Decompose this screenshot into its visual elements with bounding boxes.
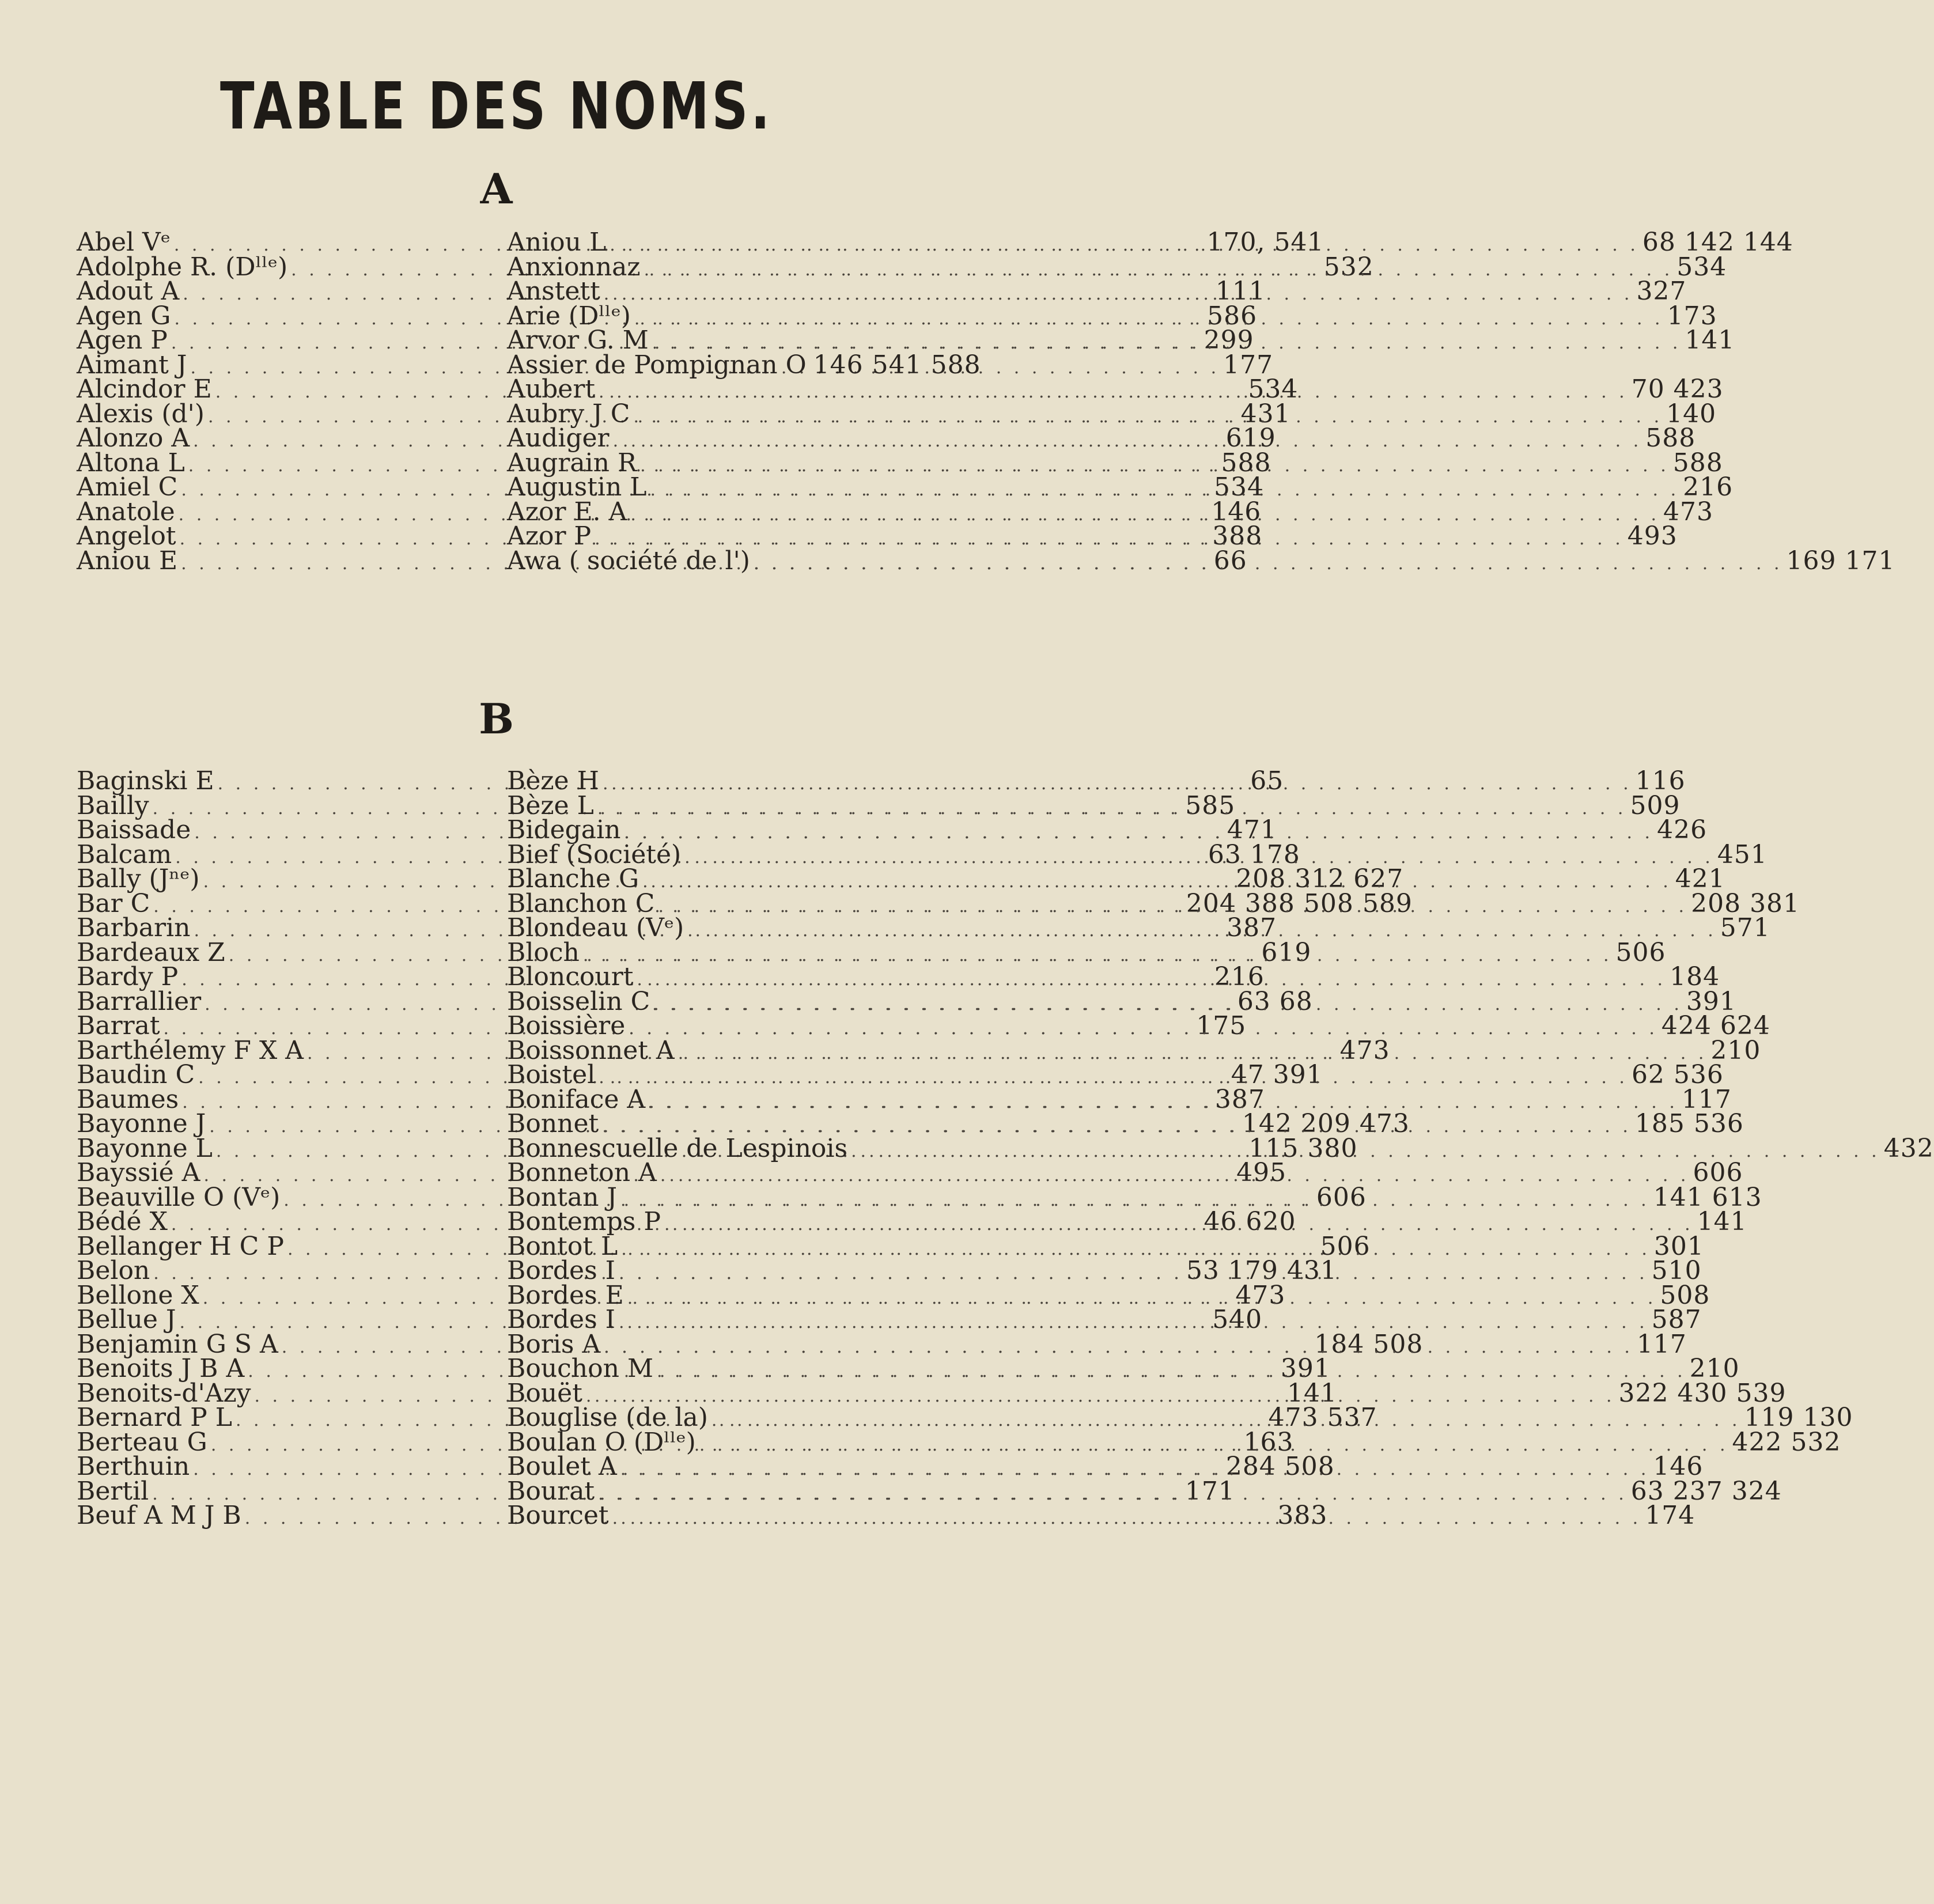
page-title: TABLE DES NOMS. [220, 69, 773, 144]
dot-leader [644, 258, 1674, 283]
dot-leader [699, 1433, 1729, 1458]
dot-leader [619, 1311, 1648, 1335]
entry-pages: 184 [1670, 962, 1720, 991]
entry-name: Bédé X [77, 1207, 168, 1236]
entry-name: Belon [77, 1256, 150, 1285]
dot-leader [619, 1262, 1648, 1286]
entry-pages: 66 [1213, 546, 1247, 576]
entry-name: Barrallier [77, 986, 202, 1016]
dot-leader [599, 1066, 1628, 1091]
entry-name: Boulan O (Dˡˡᵉ) [507, 1427, 696, 1457]
entry-pages: 588 [1221, 448, 1271, 478]
dot-leader [684, 846, 1714, 870]
entry-pages: 322 430 539 [1618, 1378, 1787, 1408]
entry-pages: 606 [1316, 1182, 1367, 1212]
entry-pages: 115 380 [1248, 1133, 1358, 1163]
entry-pages: 163 [1243, 1427, 1294, 1457]
entry-pages: 208 312 627 [1236, 864, 1404, 894]
entry-name: Altona L [77, 448, 185, 478]
entry-name: Bourat [507, 1476, 595, 1506]
dot-leader [598, 1482, 1628, 1507]
entry-pages: 63 68 [1237, 986, 1313, 1016]
entry-name: Anatole [77, 497, 175, 527]
dot-leader [586, 1384, 1615, 1409]
dot-leader [610, 233, 1639, 258]
entry-pages: 432 [1883, 1133, 1934, 1163]
entry-name: Bontemps P [507, 1207, 661, 1236]
entry-pages: 53 179 431 [1186, 1256, 1337, 1285]
entry-pages: 46 620 [1203, 1207, 1296, 1236]
entry-name: Bellone X [77, 1280, 199, 1310]
entry-pages: 508 [1660, 1280, 1710, 1310]
entry-pages: 216 [1683, 472, 1734, 502]
entry-pages: 391 [1686, 986, 1736, 1016]
dot-leader [599, 380, 1628, 405]
dot-leader [642, 870, 1672, 895]
entry-name: Boris A [507, 1329, 601, 1359]
entry-name: Blondeau (Vᵉ) [507, 913, 684, 942]
entry-name: Bidegain [507, 815, 621, 845]
dot-leader [650, 478, 1680, 503]
entry-pages: 571 [1720, 913, 1770, 942]
entry-name: Alonzo A [77, 423, 190, 453]
entry-name: Bar C [77, 888, 150, 918]
dot-leader [604, 1329, 1633, 1360]
entry-name: Bouchon M [507, 1354, 654, 1383]
dot-leader [637, 968, 1666, 993]
entry-pages: 391 [1280, 1354, 1331, 1383]
dot-leader [613, 429, 1642, 454]
entry-pages: 301 [1653, 1231, 1704, 1261]
entry-name: Berthuin [77, 1452, 190, 1481]
entry-pages: 506 [1320, 1231, 1371, 1261]
entry-pages: 619 [1225, 423, 1276, 453]
dot-leader [711, 1409, 1741, 1433]
entry-name: Bordes E [507, 1280, 624, 1310]
entry-pages: 173 [1667, 301, 1717, 331]
entry-name: Bonneton A [507, 1158, 657, 1187]
entry-name: Bonnescuelle de Lespinois [507, 1133, 848, 1163]
entry-pages: 62 536 [1631, 1060, 1724, 1089]
entry-name: Agen P [77, 325, 168, 355]
entry-pages: 534 [1248, 374, 1299, 404]
entry-pages: 208 381 [1691, 888, 1800, 918]
entry-pages: 141 613 [1653, 1182, 1762, 1212]
entry-name: Anxionnaz [507, 252, 641, 282]
entry-name: Beauville O (Vᵉ) [77, 1182, 281, 1212]
entry-name: Bontan J [507, 1182, 618, 1212]
entry-name: Alexis (d') [77, 399, 205, 429]
entry-pages: 47 391 [1231, 1060, 1323, 1089]
entry-name: Aubry J C [507, 399, 630, 429]
entry-name: Baudin C [77, 1060, 195, 1089]
entry-name: Barthélemy F X A [77, 1035, 304, 1065]
entry-pages: 65 [1250, 766, 1284, 796]
entry-name: Boisselin C [507, 986, 650, 1016]
entry-pages: 171 [1184, 1476, 1235, 1506]
entry-name: Abel Vᵉ [77, 228, 171, 257]
entry-name: Adolphe R. (Dˡˡᵉ) [77, 252, 288, 282]
entry-pages: 509 [1630, 790, 1681, 820]
entry-pages: 146 [1653, 1452, 1704, 1481]
entry-name: Adout A [77, 277, 180, 306]
entry-name: Bardy P [77, 962, 179, 991]
dot-leader [633, 405, 1663, 430]
entry-pages: 421 [1675, 864, 1725, 894]
dot-leader [629, 1017, 1658, 1042]
entry-pages: 216 [1214, 962, 1265, 991]
entry-name: Bordes I [507, 1305, 616, 1334]
entry-name: Barbarin [77, 913, 191, 942]
entry-pages: 585 [1185, 790, 1236, 820]
entry-name: Benjamin G S A [77, 1329, 278, 1359]
entry-name: Aimant J [77, 350, 187, 380]
entry-pages: 142 209 473 [1242, 1109, 1410, 1138]
entry-pages: 204 388 508 589 [1186, 888, 1413, 918]
entry-name: Berteau G [77, 1427, 207, 1457]
entry-name: Bellue J [77, 1305, 176, 1334]
index-entry [507, 350, 981, 380]
entry-name: Benoits J B A [77, 1354, 245, 1383]
entry-name: Bertil [77, 1476, 149, 1506]
dot-leader [664, 1213, 1694, 1237]
entry-pages: 506 [1615, 937, 1666, 967]
dot-leader [687, 919, 1717, 944]
entry-pages: 586 [1207, 301, 1258, 331]
entry-pages: 327 [1636, 277, 1687, 306]
entry-pages: 587 [1651, 1305, 1702, 1334]
entry-pages: 473 [1663, 497, 1713, 527]
entry-name: Bouët [507, 1378, 582, 1408]
dot-leader [658, 895, 1687, 919]
dot-leader [640, 454, 1670, 479]
entry-name: Anstett [507, 277, 600, 306]
entry-name: Boniface A [507, 1084, 646, 1114]
entry-pages: 495 [1236, 1158, 1287, 1187]
entry-pages: 175 [1196, 1011, 1247, 1040]
entry-name: Bonnet [507, 1109, 599, 1138]
entry-name: Boissière [507, 1011, 626, 1040]
entry-name: Aniou E [77, 546, 178, 576]
dot-leader [621, 1231, 1651, 1262]
entry-pages: 117 [1636, 1329, 1687, 1359]
dot-leader [754, 552, 1783, 577]
entry-name: Baissade [77, 815, 191, 845]
entry-pages: 63 237 324 [1630, 1476, 1782, 1506]
entry-pages: 473 [1235, 1280, 1286, 1310]
entry-name: Benoits-d'Azy [77, 1378, 251, 1408]
entry-name: Bailly [77, 790, 149, 820]
entry-pages: 426 [1657, 815, 1708, 845]
entry-pages: 471 [1227, 815, 1277, 845]
entry-name: Arvor G. M [507, 325, 649, 355]
entry-pages: 424 624 [1661, 1011, 1770, 1040]
entry-name: Aubert [507, 374, 596, 404]
entry-pages: 141 [1685, 325, 1735, 355]
index-entry [507, 448, 1723, 478]
entry-pages: 170, 541 [1206, 228, 1324, 257]
entry-name: Awa ( société de l') [507, 546, 750, 576]
dot-leader [660, 1164, 1690, 1188]
entry-name: Assier de Pompignan O [507, 350, 807, 380]
entry-name: Boissonnet A [507, 1035, 675, 1065]
entry-name: Bèze L [507, 790, 594, 820]
entry-pages: 422 532 [1732, 1427, 1841, 1457]
entry-pages: 383 [1277, 1501, 1328, 1530]
entry-name: Bief (Société) [507, 839, 682, 869]
entry-name: Blanche G [507, 864, 639, 894]
entry-pages: 185 536 [1634, 1109, 1744, 1138]
entry-pages: 111 [1215, 277, 1266, 306]
entry-name: Amiel C [77, 472, 178, 502]
entry-pages: 146 541 588 [813, 350, 981, 380]
entry-name: Aniou L [507, 228, 607, 257]
entry-pages: 431 [1240, 399, 1291, 429]
entry-name: Bontot L [507, 1231, 618, 1261]
entry-pages: 588 [1645, 423, 1696, 453]
section-letter-a: A [480, 164, 513, 213]
entry-name: Alcindor E [77, 374, 212, 404]
section-letter-b: B [479, 694, 514, 743]
entry-name: Balcam [77, 839, 172, 869]
entry-name: Bourcet [507, 1501, 609, 1530]
entry-pages: 388 [1212, 521, 1263, 551]
dot-leader [604, 282, 1633, 307]
entry-name: Bèze H [507, 766, 599, 796]
dot-leader [620, 1458, 1650, 1482]
dot-leader [612, 1501, 1642, 1531]
entry-pages: 68 142 144 [1642, 228, 1793, 257]
entry-name: Beuf A M J B [77, 1501, 241, 1530]
entry-name: Baumes [77, 1084, 179, 1114]
entry-name: Barrat [77, 1011, 160, 1040]
dot-leader [583, 944, 1613, 968]
entry-name: Blanchon C [507, 888, 655, 918]
entry-pages: 451 [1717, 839, 1768, 869]
entry-name: Bardeaux Z [77, 937, 225, 967]
entry-name: Azor E. A [507, 497, 627, 527]
entry-name: Bordes I [507, 1256, 616, 1285]
entry-name: Arie (Dˡˡᵉ) [507, 301, 631, 331]
entry-name: Bayonne L [77, 1133, 213, 1163]
entry-name: Audiger [507, 423, 610, 453]
entry-name: Bayssié A [77, 1158, 200, 1187]
entry-pages: 540 [1212, 1305, 1263, 1334]
entry-pages: 493 [1627, 521, 1678, 551]
entry-pages: 210 [1710, 1035, 1761, 1065]
entry-pages: 177 [1223, 350, 1274, 380]
entry-name: Bellanger H C P [77, 1231, 284, 1261]
entry-pages: 141 [1697, 1207, 1747, 1236]
entry-pages: 119 130 [1744, 1403, 1853, 1432]
entry-name: Bernard P L [77, 1403, 232, 1432]
entry-pages: 117 [1681, 1084, 1732, 1114]
entry-pages: 70 423 [1631, 374, 1724, 404]
entry-name: Bally (Jⁿᵉ) [77, 864, 200, 894]
entry-pages: 146 [1211, 497, 1262, 527]
entry-pages: 387 [1227, 913, 1277, 942]
entry-name: Bloch [507, 937, 580, 967]
entry-name: Bloncourt [507, 962, 634, 991]
entry-name: Augrain R [507, 448, 637, 478]
dot-leader [653, 993, 1683, 1017]
entry-pages: 473 537 [1268, 1403, 1377, 1432]
entry-pages: 532 [1323, 252, 1374, 282]
entry-name: Baginski E [77, 766, 214, 796]
entry-pages: 534 [1676, 252, 1727, 282]
entry-pages: 140 [1666, 399, 1717, 429]
entry-pages: 210 [1689, 1354, 1740, 1383]
entry-pages: 473 [1339, 1035, 1390, 1065]
dot-leader [657, 1360, 1686, 1384]
entry-name: Boulet A [507, 1452, 617, 1481]
entry-name: Boistel [507, 1060, 596, 1089]
entry-pages: 284 508 [1225, 1452, 1335, 1481]
dot-leader [620, 1182, 1650, 1213]
entry-pages: 606 [1693, 1158, 1743, 1187]
dot-leader [603, 772, 1632, 797]
entry-pages: 116 [1635, 766, 1686, 796]
dot-leader [634, 307, 1664, 332]
entry-name: Bayonne J [77, 1109, 206, 1138]
entry-pages: 169 171 [1786, 546, 1895, 576]
dot-leader [649, 1091, 1678, 1115]
dot-leader [678, 1042, 1708, 1066]
entry-pages: 534 [1214, 472, 1264, 502]
entry-name: Azor P [507, 521, 592, 551]
entry-pages: 299 [1203, 325, 1254, 355]
entry-pages: 510 [1651, 1256, 1702, 1285]
entry-pages: 141 [1287, 1378, 1338, 1408]
dot-leader [624, 821, 1653, 846]
dot-leader [630, 503, 1660, 528]
entry-name: Bouglise (de la) [507, 1403, 708, 1432]
entry-name: Augustin L [507, 472, 647, 502]
entry-name: Angelot [77, 521, 176, 551]
entry-name: Agen G [77, 301, 171, 331]
dot-leader [627, 1280, 1657, 1311]
entry-pages: 184 508 [1314, 1329, 1424, 1359]
entry-pages: 63 178 [1208, 839, 1300, 869]
dot-leader [597, 797, 1627, 822]
entry-pages: 174 [1645, 1501, 1695, 1530]
entry-pages: 387 [1214, 1084, 1265, 1114]
entry-pages: 588 [1672, 448, 1723, 478]
entry-pages: 619 [1261, 937, 1312, 967]
